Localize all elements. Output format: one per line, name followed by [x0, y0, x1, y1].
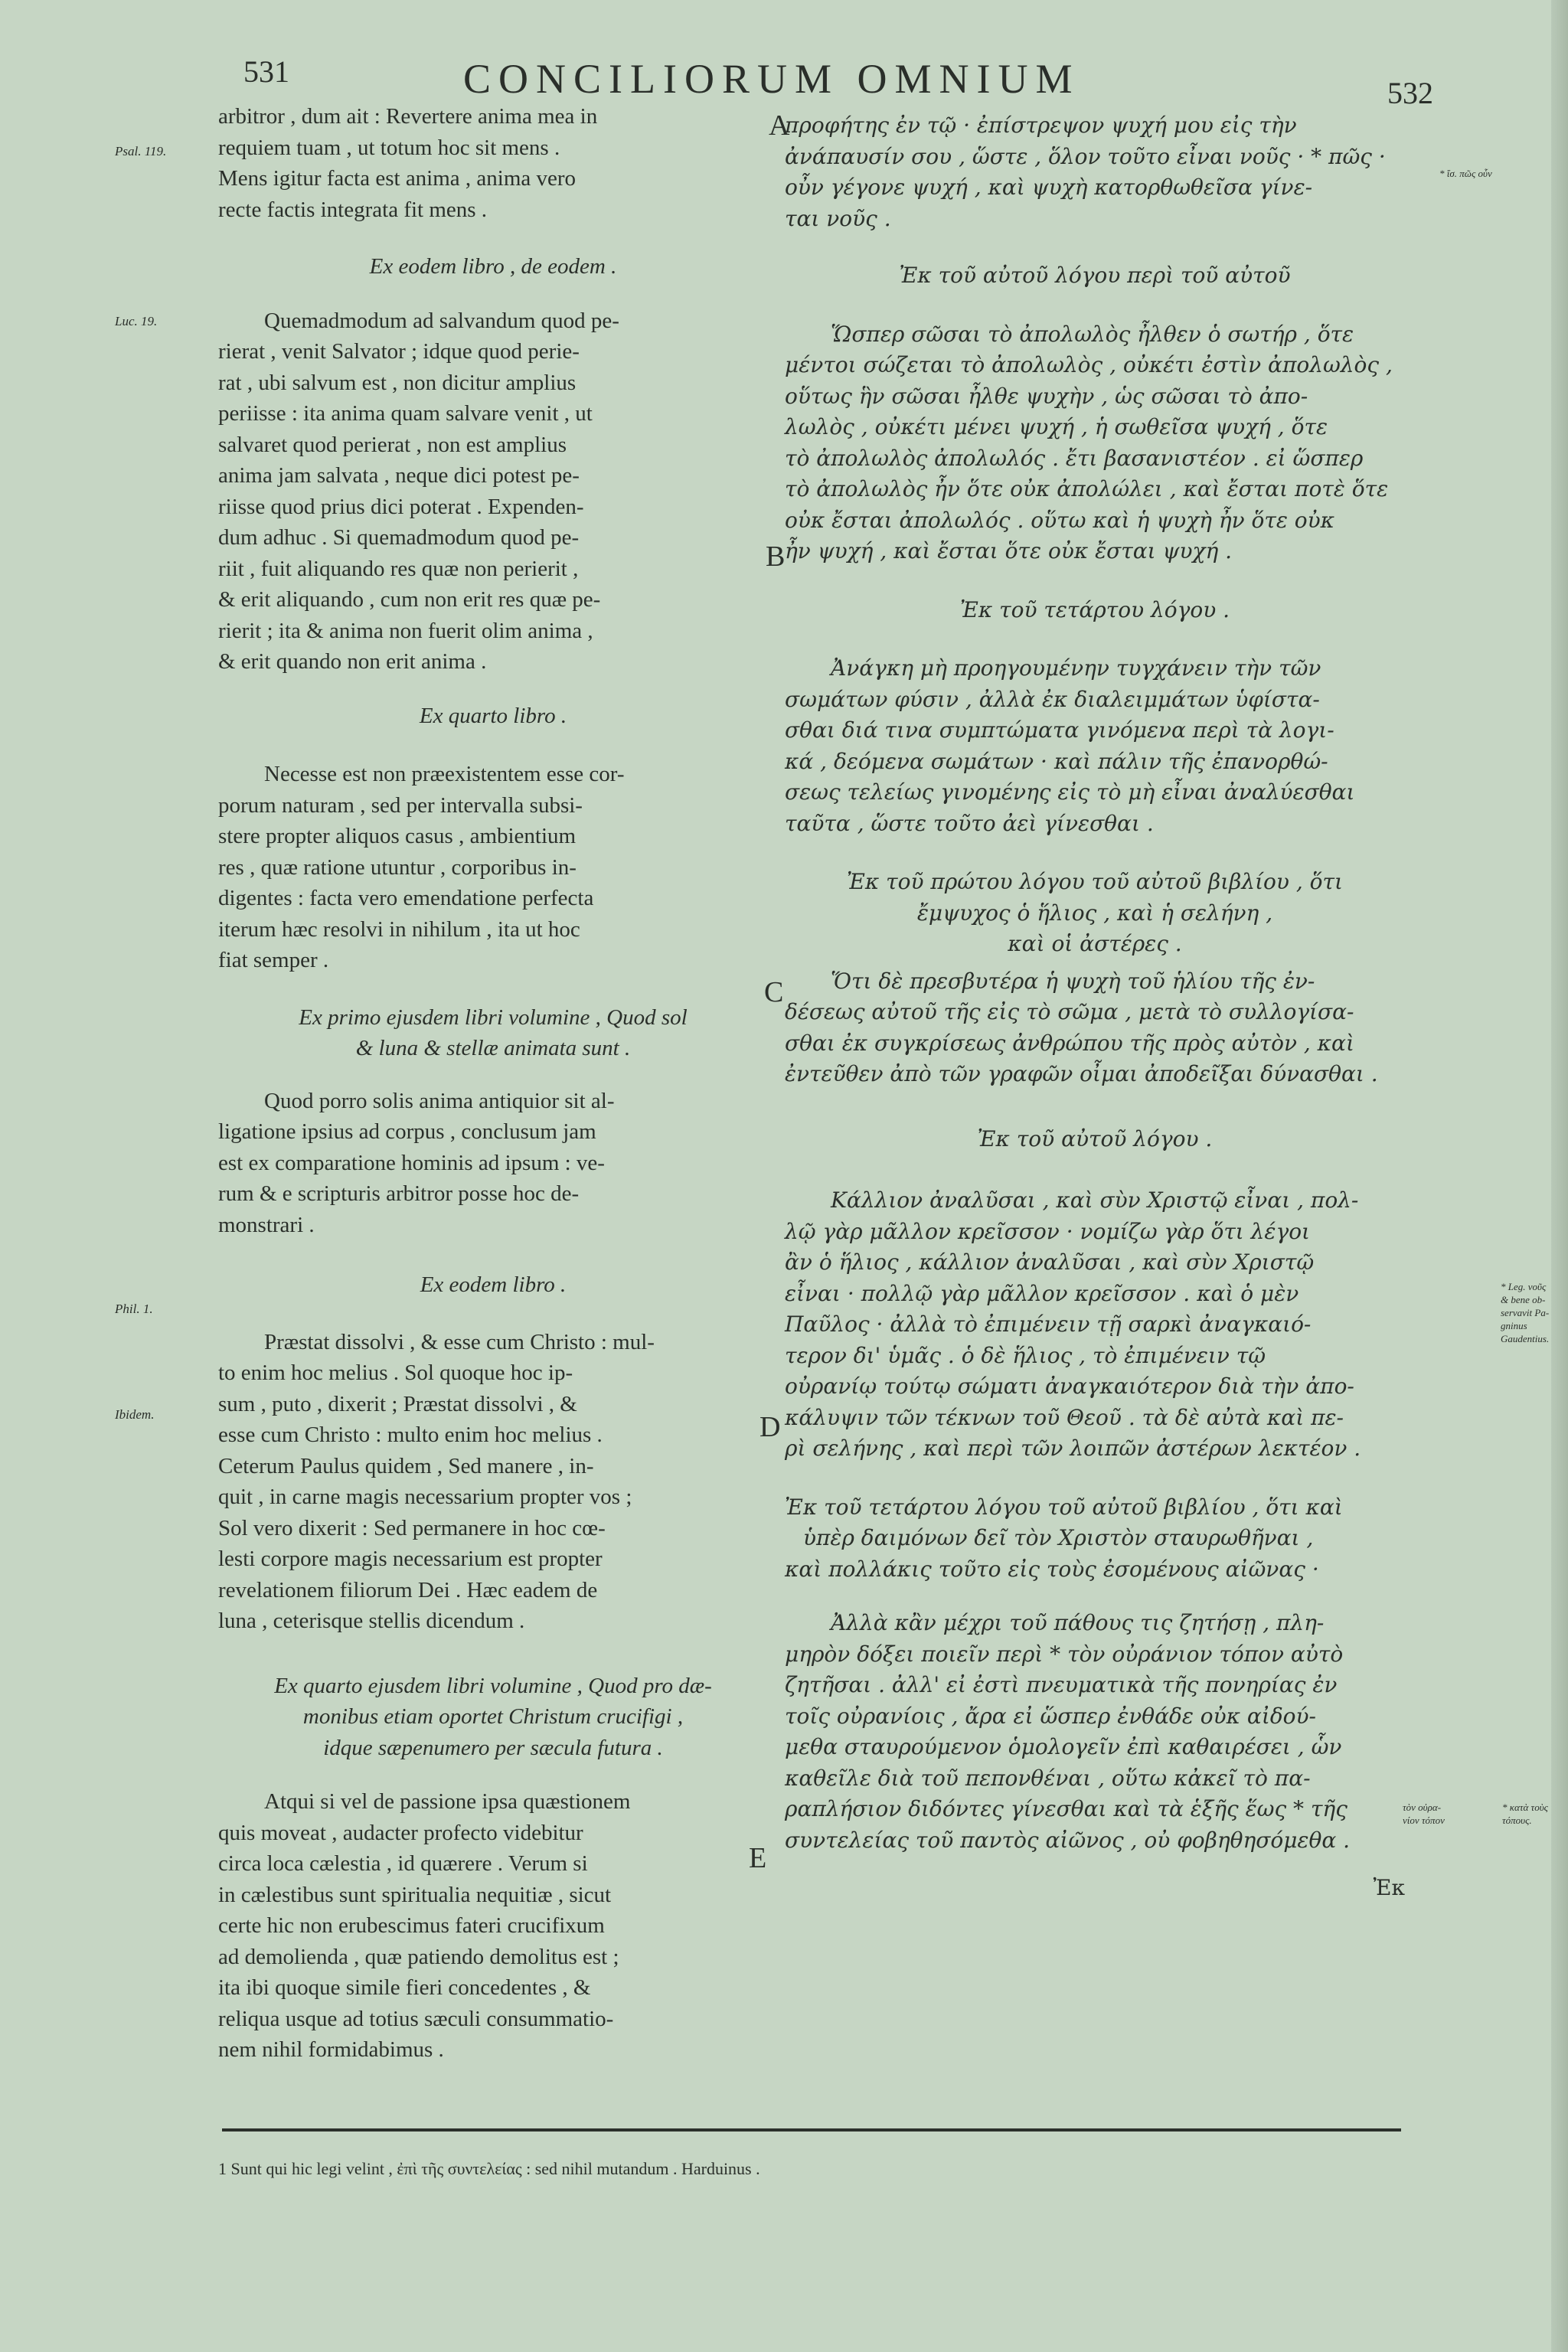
section-letter-b: B: [766, 541, 786, 573]
section-letter-a: A: [769, 109, 790, 142]
latin-heading-2: Ex quarto libro .: [419, 703, 567, 728]
latin-p4: Quod porro solis anima antiquior sit al- ligatione ipsius ad corpus , conclusum jam est ex comparatione hominis ad ipsum : ve- rum & e scripturis arbitror posse hoc de- monstrari .: [218, 1088, 615, 1237]
latin-p5: Præstat dissolvi , & esse cum Christo : mul- to enim hoc melius . Sol quoque hoc ip- sum , puto , dixerit ; Præstat dissolvi , & esse cum Christo : multo enim hoc melius . Ceterum Paulus quidem , Sed manere , in- quit , in carne magis necessarium propter vos ; Sol vero dixerit : Sed permanere in hoc cœ- lesti corpore magis necessarium est propter revelationem filiorum Dei . Hæc eadem de luna , ceterisque stellis dicendum .: [218, 1329, 655, 1633]
side-note-2: * Leg. νοῦς & bene ob- servavit Pa- gninus Gaudentius.: [1501, 1281, 1550, 1344]
latin-heading-5: Ex quarto ejusdem libri volumine , Quod pro dæ- monibus etiam oportet Christum crucifigi , idque sæpenumero per sæcula futura .: [274, 1673, 712, 1760]
section-letter-c: C: [764, 976, 784, 1008]
side-note-3: * κατὰ τοὺς τόπους.: [1502, 1802, 1548, 1826]
footnote-rule: [222, 2128, 1401, 2132]
latin-p3: Necesse est non præexistentem esse cor- porum naturam , sed per intervalla subsi- stere propter aliquos casus , ambientium res , quæ ratione utuntur , corporibus in- digentes : facta vero emendatione perfecta iterum hæc resolvi in nihilum , ita ut hoc fiat semper .: [218, 762, 625, 972]
page-number-left: 531: [243, 54, 289, 89]
greek-p4: Ὅτι δὲ πρεσβυτέρα ἡ ψυχὴ τοῦ ἡλίου τῆς ἐν- δέσεως αὐτοῦ τῆς εἰς τὸ σῶμα , μετὰ τὸ συλλογίσα- σθαι ἐκ συγκρίσεως ἀνθρώπου τῆς πρὸς αὐτὸν , καὶ ἐντεῦθεν ἀπὸ τῶν γραφῶν οἶμαι ἀποδεῖξαι δύνασθαι .: [785, 968, 1378, 1086]
running-title: CONCILIORUM OMNIUM: [463, 56, 1080, 102]
greek-heading-1: Ἐκ τοῦ αὐτοῦ λόγου περὶ τοῦ αὐτοῦ: [899, 263, 1291, 288]
greek-heading-2: Ἐκ τοῦ τετάρτου λόγου .: [959, 596, 1230, 622]
page-number-right: 532: [1387, 76, 1433, 110]
section-letter-e: E: [749, 1842, 767, 1874]
margin-ref-psal: Psal. 119.: [115, 144, 167, 158]
greek-p3: Ἀνάγκη μὴ προηγουμένην τυγχάνειν τὴν τῶν σωμάτων φύσιν , ἀλλὰ ἐκ διαλειμμάτων ὑφίστα- σθαι διά τινα συμπτώματα γινόμενα περὶ τὰ λογι- κά , δεόμενα σωμάτων · καὶ πάλιν τῆς ἐπανορθώ- σεως τελείως γινομένης εἰς τὸ μὴ εἶναι ἀναλύεσθαι ταῦτα , ὥστε τοῦτο ἀεὶ γίνεσθαι .: [785, 655, 1355, 836]
greek-heading-4: Ἐκ τοῦ αὐτοῦ λόγου .: [977, 1125, 1213, 1152]
section-letter-d: D: [760, 1411, 781, 1443]
latin-column: [218, 101, 768, 2066]
margin-ref-phil: Phil. 1.: [115, 1302, 153, 1316]
greek-p2: Ὥσπερ σῶσαι τὸ ἀπολωλὸς ἦλθεν ὁ σωτήρ , ὅτε μέντοι σώζεται τὸ ἀπολωλὸς , οὐκέτι ἐστὶν ἀπολωλὸς , οὕτως ἣν σῶσαι ἦλθε ψυχὴν , ὡς σῶσαι τὸ ἀπο- λωλὸς , οὐκέτι μένει ψυχή , ἡ σωθεῖσα ψυχή , ὅτε τὸ ἀπολωλὸς ἀπολωλός . ἔτι βασανιστέον . εἰ ὥσπερ τὸ ἀπολωλὸς ἦν ὅτε οὐκ ἀπολώλει , καὶ ἔσται ποτὲ ὅτε οὐκ ἔσται ἀπολωλός . οὕτω καὶ ἡ ψυχὴ ἦν ὅτε οὐκ ἦν ψυχή , καὶ ἔσται ὅτε οὐκ ἔσται ψυχή .: [785, 321, 1393, 564]
margin-ref-ibidem: Ibidem.: [115, 1407, 155, 1422]
latin-heading-1: Ex eodem libro , de eodem .: [369, 254, 617, 279]
latin-p6: Atqui si vel de passione ipsa quæstionem quis moveat , audacter profecto videbitur circa loca cælestia , id quærere . Verum si in cælestibus sunt spiritualia nequitiæ , sicut certe hic non erubescimus fateri crucifixum ad demolienda , quæ patiendo demolitus est ; ita ibi quoque simile fieri concedentes , & reliqua usque ad totius sæculi consummatio- nem nihil formidabimus .: [218, 1789, 631, 2062]
footnote: 1 Sunt qui hic legi velint , ἐπὶ τῆς συντελείας : sed nihil mutandum . Harduinus .: [218, 2159, 760, 2178]
greek-p5: Κάλλιον ἀναλῦσαι , καὶ σὺν Χριστῷ εἶναι , πολ- λῷ γὰρ μᾶλλον κρεῖσσον · νομίζω γὰρ ὅτι λέγοι ἂν ὁ ἥλιος , κάλλιον ἀναλῦσαι , καὶ σὺν Χριστῷ εἶναι · πολλῷ γὰρ μᾶλλον κρεῖσσον . καὶ ὁ μὲν Παῦλος · ἀλλὰ τὸ ἐπιμένειν τῇ σαρκὶ ἀναγκαιό- τερον δι' ὑμᾶς . ὁ δὲ ἥλιος , τὸ ἐπιμένειν τῷ οὐρανίῳ τούτῳ σώματι ἀναγκαιότερον διὰ τὴν ἀπο- κάλυψιν τῶν τέκνων τοῦ Θεοῦ . τὰ δὲ αὐτὰ καὶ πε- ρὶ σελήνης , καὶ περὶ τῶν λοιπῶν ἀστέρων λεκτέον .: [785, 1187, 1361, 1461]
catchword: Ἐκ: [1373, 1875, 1405, 1900]
greek-p6: Ἀλλὰ κἂν μέχρι τοῦ πάθους τις ζητήσῃ , πλη- μηρὸν δόξει ποιεῖν περὶ * τὸν οὐράνιον τόπον αὐτὸ ζητῆσαι . ἀλλ' εἰ ἐστὶ πνευματικὰ τῆς πονηρίας ἐν τοῖς οὐρανίοις , ἄρα εἰ ὥσπερ ἐνθάδε οὐκ αἰδού- μεθα σταυρούμενον ὁμολογεῖν ἐπὶ καθαιρέσει , ὧν καθεῖλε διὰ τοῦ πεπονθέναι , οὕτω κἀκεῖ τὸ πα- ραπλήσιον διδόντες γίνεσθαι καὶ τὰ ἑξῆς ἕως * τῆς συντελείας τοῦ παντὸς αἰῶνος , οὐ φοβηθησόμεθα .: [785, 1610, 1351, 1853]
greek-p1: προφήτης ἐν τῷ · ἐπίστρεψον ψυχή μου εἰς τὴν ἀνάπαυσίν σου , ὥστε , ὅλον τοῦτο εἶναι νοῦς · * πῶς · οὖν γέγονε ψυχή , καὶ ψυχὴ κατορθωθεῖσα γίνε- ται νοῦς .: [785, 113, 1386, 231]
latin-p2: Quemadmodum ad salvandum quod pe- rierat , venit Salvator ; idque quod perie- rat , ubi salvum est , non dicitur amplius periisse : ita anima quam salvare venit , ut salvaret quod perierat , non est amplius anima jam salvata , neque dici potest pe- riisse quod prius dici poterat . Expenden- dum adhuc . Si quemadmodum quod pe- riit , fuit aliquando res quæ non perierit , & erit aliquando , cum non erit res quæ pe- rierit ; ita & anima non fuerit olim anima , & erit quando non erit anima .: [218, 308, 619, 674]
side-note-1: * ἴσ. πῶς οὖν: [1439, 168, 1492, 179]
latin-p1: arbitror , dum ait : Revertere anima mea in requiem tuam , ut totum hoc sit mens . Mens igitur facta est anima , anima vero recte factis integrata fit mens .: [218, 104, 598, 222]
greek-heading-3: Ἐκ τοῦ πρώτου λόγου τοῦ αὐτοῦ βιβλίου , ὅτι ἔμψυχος ὁ ἥλιος , καὶ ἡ σελήνη , καὶ οἱ ἀστέρες .: [847, 869, 1343, 956]
latin-heading-4: Ex eodem libro .: [420, 1272, 567, 1297]
page-edge: [1551, 0, 1568, 2352]
latin-heading-3: Ex primo ejusdem libri volumine , Quod sol & luna & stellæ animata sunt .: [299, 1004, 688, 1060]
side-note-4: τὸν οὐρα- νίον τόπον: [1403, 1802, 1445, 1826]
greek-heading-5: Ἐκ τοῦ τετάρτου λόγου τοῦ αὐτοῦ βιβλίου , ὅτι καὶ ὑπὲρ δαιμόνων δεῖ τὸν Χριστὸν σταυρωθῆναι , καὶ πολλάκις τοῦτο εἰς τοὺς ἐσομένους αἰῶνας ·: [785, 1494, 1343, 1582]
margin-ref-luc: Luc. 19.: [115, 314, 158, 328]
greek-column: [785, 110, 1405, 1904]
